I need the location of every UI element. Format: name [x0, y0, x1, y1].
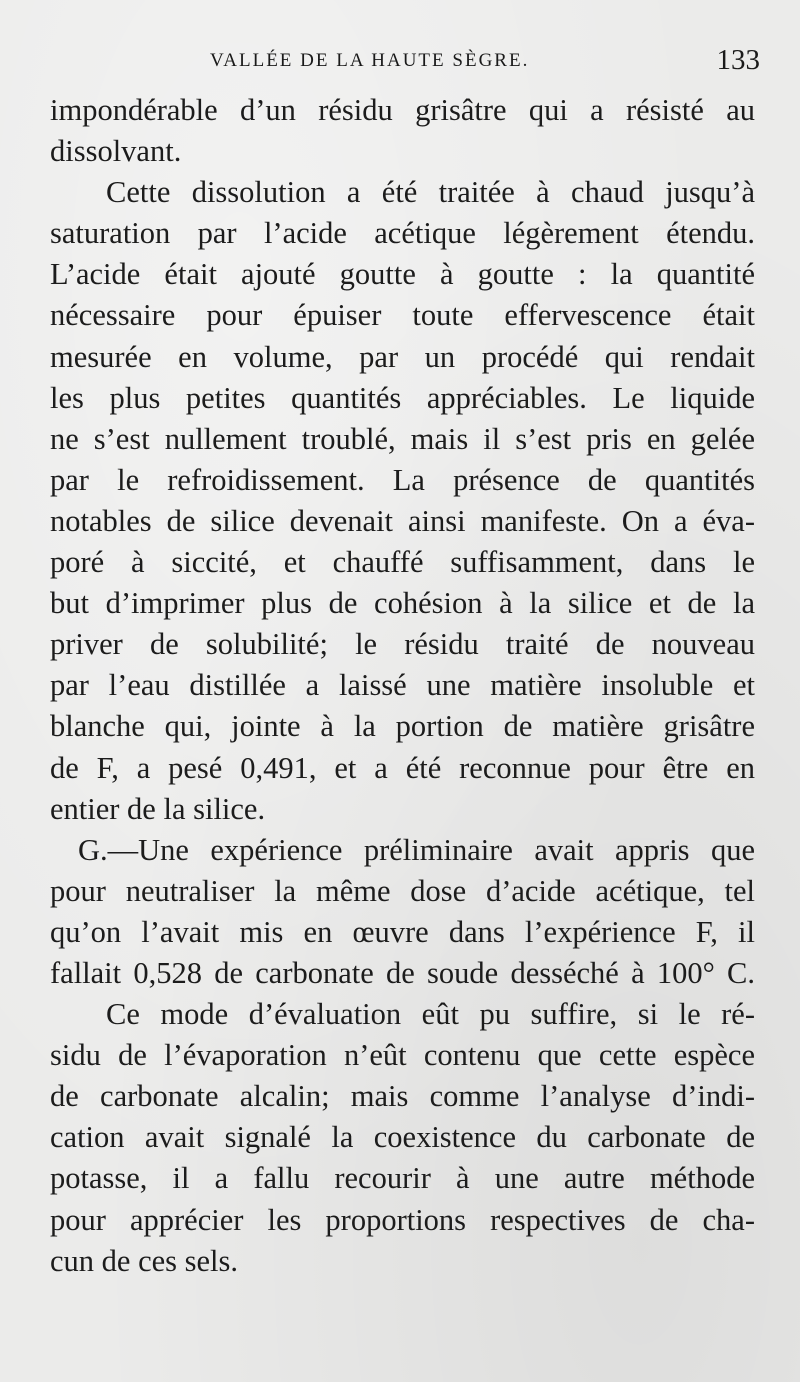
text-line: G.—Une expérience préliminaire avait appris que	[78, 832, 755, 867]
text-line: dissolvant.	[50, 134, 182, 169]
text-line: fallait 0,528 de carbonate de soude desséché à 100° C.	[50, 955, 755, 990]
paragraph-4	[50, 994, 755, 1282]
text-line: mesurée en volume, par un procédé qui rendait	[50, 339, 755, 374]
paragraph-1	[50, 90, 755, 172]
text-line: Cette dissolution a été traitée à chaud jusqu’à	[106, 175, 755, 210]
text-line: ne s’est nullement troublé, mais il s’est pris en gelée	[50, 421, 755, 456]
paragraph-2	[50, 172, 755, 830]
text-line: pour apprécier les proportions respectives de cha-	[50, 1202, 755, 1237]
text-line: notables de silice devenait ainsi manifeste. On a éva-	[50, 503, 755, 538]
text-line: par le refroidissement. La présence de quantités	[50, 462, 755, 497]
paragraph-3	[50, 830, 755, 994]
text-line: pour neutraliser la même dose d’acide acétique, tel	[50, 873, 755, 908]
text-line: priver de solubilité; le résidu traité de nouveau	[50, 627, 755, 662]
text-line: qu’on l’avait mis en œuvre dans l’expérience F, il	[50, 914, 755, 949]
page-number: 133	[716, 44, 760, 76]
text-line: les plus petites quantités appréciables. Le liquide	[50, 380, 755, 415]
text-line: saturation par l’acide acétique légèrement étendu.	[50, 216, 755, 251]
text-line: sidu de l’évaporation n’eût contenu que cette espèce	[50, 1038, 755, 1073]
page-header	[50, 44, 760, 80]
text-line: de F, a pesé 0,491, et a été reconnue pour être en	[50, 750, 755, 785]
text-line: L’acide était ajouté goutte à goutte : la quantité	[50, 257, 755, 292]
text-line: de carbonate alcalin; mais comme l’analyse d’indi-	[50, 1079, 755, 1114]
text-line: Ce mode d’évaluation eût pu suffire, si le ré-	[106, 997, 755, 1032]
running-title: VALLÉE DE LA HAUTE SÈGRE.	[210, 50, 530, 71]
text-line: potasse, il a fallu recourir à une autre méthode	[50, 1161, 755, 1196]
text-line: poré à siccité, et chauffé suffisamment, dans le	[50, 545, 755, 580]
text-line: nécessaire pour épuiser toute effervescence était	[50, 298, 755, 333]
text-line: cun de ces sels.	[50, 1243, 239, 1278]
text-line: but d’imprimer plus de cohésion à la silice et de la	[50, 586, 755, 621]
text-line: par l’eau distillée a laissé une matière insoluble et	[50, 668, 755, 703]
text-line: cation avait signalé la coexistence du carbonate de	[50, 1120, 755, 1155]
text-line: blanche qui, jointe à la portion de matière grisâtre	[50, 709, 755, 744]
text-line: entier de la silice.	[50, 791, 266, 826]
text-line: impondérable d’un résidu grisâtre qui a résisté au	[50, 93, 755, 127]
body-text	[50, 90, 755, 1282]
